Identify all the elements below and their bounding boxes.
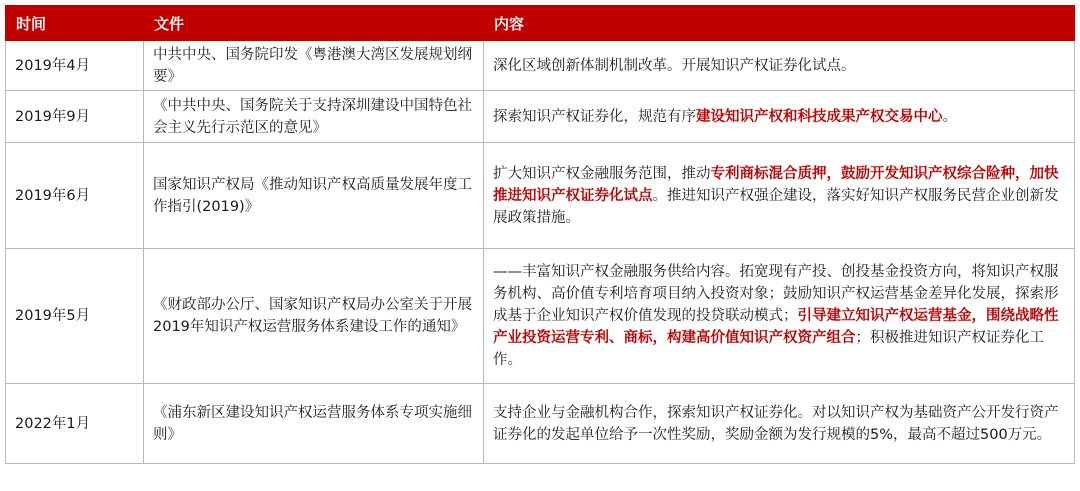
- content-text: 。: [942, 108, 957, 125]
- header-file: 文件: [144, 6, 484, 41]
- table-header-row: [6, 6, 1075, 41]
- table-row: [6, 143, 1075, 249]
- cell-content: [484, 91, 1075, 143]
- content-highlight: 引导建立知识产权运营基金，围绕战略性产业投资运营专利、商标，构建高价值知识产权资产组合: [493, 308, 1059, 346]
- content-highlight: 建设知识产权和科技成果产权交易中心: [696, 108, 943, 125]
- cell-file: 《中共中央、国务院关于支持深圳建设中国特色社会主义先行示范区的意见》: [144, 91, 484, 143]
- cell-content: [484, 41, 1075, 91]
- content-text: 支持企业与金融机构合作，探索知识产权证券化。对以知识产权为基础资产公开发行资产证券化的发起单位给予一次性奖励，奖励金额为发行规模的5%，最高不超过500万元。: [493, 404, 1059, 443]
- cell-file: 《财政部办公厅、国家知识产权局办公室关于开展2019年知识产权运营服务体系建设工作的通知》: [144, 249, 484, 384]
- header-time: 时间: [6, 6, 144, 41]
- header-content: 内容: [484, 6, 1075, 41]
- cell-content: [484, 249, 1075, 384]
- cell-time: 2019年5月: [6, 249, 144, 384]
- cell-content: [484, 384, 1075, 464]
- cell-time: 2022年1月: [6, 384, 144, 464]
- cell-file: 《浦东新区建设知识产权运营服务体系专项实施细则》: [144, 384, 484, 464]
- content-text: ——丰富知识产权金融服务供给内容。拓宽现有产投、创投基金投资方向，将知识产权服务机构、高价值专利培育项目纳入投资对象；鼓励知识产权运营基金差异化发展，探索形成基于企业知识产权价值发现的投贷联动模式；: [493, 264, 1059, 324]
- content-highlight: 专利商标混合质押，鼓励开发知识产权综合险种，加快推进知识产权证券化试点: [493, 165, 1059, 204]
- cell-time: 2019年4月: [6, 41, 144, 91]
- content-text: 探索知识产权证券化，规范有序: [493, 108, 696, 125]
- cell-time: 2019年6月: [6, 143, 144, 249]
- content-text: 深化区域创新体制机制改革。开展知识产权证券化试点。: [493, 57, 856, 74]
- table-row: [6, 384, 1075, 464]
- policy-table: [5, 5, 1075, 464]
- table-row: [6, 41, 1075, 91]
- cell-file: 中共中央、国务院印发《粤港澳大湾区发展规划纲要》: [144, 41, 484, 91]
- cell-content: [484, 143, 1075, 249]
- table-row: [6, 249, 1075, 384]
- content-text: 。推进知识产权强企建设，落实好知识产权服务民营企业创新发展政策措施。: [493, 187, 1059, 226]
- content-text: ；积极推进知识产权证券化工作。: [493, 330, 1044, 368]
- table-row: [6, 91, 1075, 143]
- cell-file: 国家知识产权局《推动知识产权高质量发展年度工作指引(2019)》: [144, 143, 484, 249]
- cell-time: 2019年9月: [6, 91, 144, 143]
- content-text: 扩大知识产权金融服务范围，推动: [493, 165, 711, 182]
